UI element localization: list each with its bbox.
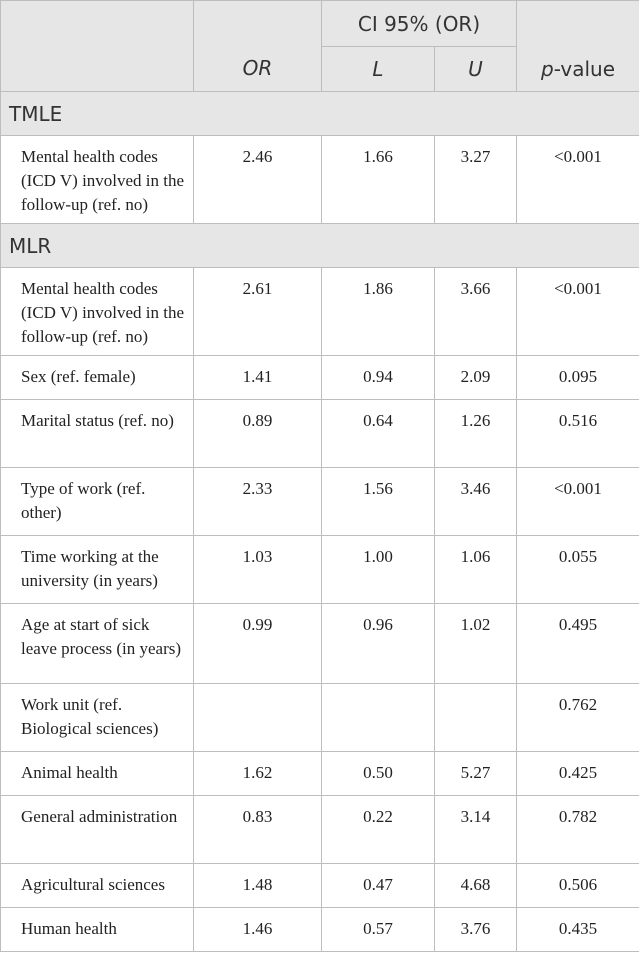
p-value-prefix: p [540, 57, 554, 81]
p-value: 0.095 [517, 356, 639, 400]
u-header: U [435, 47, 517, 92]
ci-lower-value: 0.64 [322, 400, 435, 468]
or-value [194, 684, 322, 752]
ci-lower-value: 0.47 [322, 864, 435, 908]
row-label: Work unit (ref. Biological sciences) [1, 684, 194, 752]
p-value: 0.762 [517, 684, 639, 752]
p-value-suffix: -value [553, 57, 615, 81]
p-value: 0.506 [517, 864, 639, 908]
or-value: 0.83 [194, 796, 322, 864]
ci-upper-value: 1.26 [435, 400, 517, 468]
row-label: Time working at the university (in years) [1, 536, 194, 604]
ci-lower-value: 1.86 [322, 268, 435, 356]
ci-upper-value: 5.27 [435, 752, 517, 796]
ci-lower-value: 0.22 [322, 796, 435, 864]
section-header-row [1, 224, 639, 268]
p-value: 0.425 [517, 752, 639, 796]
p-value: <0.001 [517, 268, 639, 356]
ci-lower-value: 0.57 [322, 908, 435, 952]
table-row [1, 684, 639, 752]
table-row [1, 796, 639, 864]
or-value: 0.99 [194, 604, 322, 684]
row-label: Sex (ref. female) [1, 356, 194, 400]
ci-header: CI 95% (OR) [322, 1, 517, 47]
row-label: Agricultural sciences [1, 864, 194, 908]
table-row [1, 400, 639, 468]
ci-upper-value: 1.06 [435, 536, 517, 604]
section-title: TMLE [1, 92, 639, 136]
table-row [1, 752, 639, 796]
table-body [1, 92, 639, 952]
ci-lower-value: 0.50 [322, 752, 435, 796]
ci-upper-value: 4.68 [435, 864, 517, 908]
l-header: L [322, 47, 435, 92]
p-value: 0.782 [517, 796, 639, 864]
ci-upper-value: 3.76 [435, 908, 517, 952]
ci-upper-value: 3.27 [435, 136, 517, 224]
ci-lower-value: 0.96 [322, 604, 435, 684]
ci-upper-value: 2.09 [435, 356, 517, 400]
header-blank-cell [1, 1, 194, 92]
ci-lower-value: 1.56 [322, 468, 435, 536]
row-label: Marital status (ref. no) [1, 400, 194, 468]
or-value: 2.61 [194, 268, 322, 356]
or-value: 1.48 [194, 864, 322, 908]
ci-upper-value: 3.66 [435, 268, 517, 356]
or-value: 1.41 [194, 356, 322, 400]
ci-lower-value: 1.00 [322, 536, 435, 604]
row-label: Age at start of sick leave process (in years) [1, 604, 194, 684]
ci-upper-value [435, 684, 517, 752]
row-label: Type of work (ref. other) [1, 468, 194, 536]
or-header: OR [242, 56, 273, 80]
or-value: 0.89 [194, 400, 322, 468]
p-value: 0.435 [517, 908, 639, 952]
section-header-row [1, 92, 639, 136]
table-row [1, 136, 639, 224]
ci-lower-value [322, 684, 435, 752]
table-row [1, 604, 639, 684]
table-row [1, 536, 639, 604]
p-value-header [517, 1, 639, 92]
or-value: 1.46 [194, 908, 322, 952]
or-value: 2.33 [194, 468, 322, 536]
p-value: 0.495 [517, 604, 639, 684]
row-label: Animal health [1, 752, 194, 796]
table-row [1, 864, 639, 908]
ci-upper-value: 3.46 [435, 468, 517, 536]
p-value: 0.516 [517, 400, 639, 468]
ci-lower-value: 0.94 [322, 356, 435, 400]
row-label: General administration [1, 796, 194, 864]
table-row [1, 908, 639, 952]
table-row [1, 356, 639, 400]
p-value: <0.001 [517, 136, 639, 224]
section-title: MLR [1, 224, 639, 268]
row-label: Mental health codes (ICD V) involved in the follow-up (ref. no) [1, 268, 194, 356]
ci-lower-value: 1.66 [322, 136, 435, 224]
ci-upper-value: 1.02 [435, 604, 517, 684]
p-value: 0.055 [517, 536, 639, 604]
row-label: Mental health codes (ICD V) involved in the follow-up (ref. no) [1, 136, 194, 224]
table-row [1, 468, 639, 536]
p-value: <0.001 [517, 468, 639, 536]
ci-upper-value: 3.14 [435, 796, 517, 864]
row-label: Human health [1, 908, 194, 952]
or-value: 1.03 [194, 536, 322, 604]
table-row [1, 268, 639, 356]
or-value: 1.62 [194, 752, 322, 796]
or-value: 2.46 [194, 136, 322, 224]
